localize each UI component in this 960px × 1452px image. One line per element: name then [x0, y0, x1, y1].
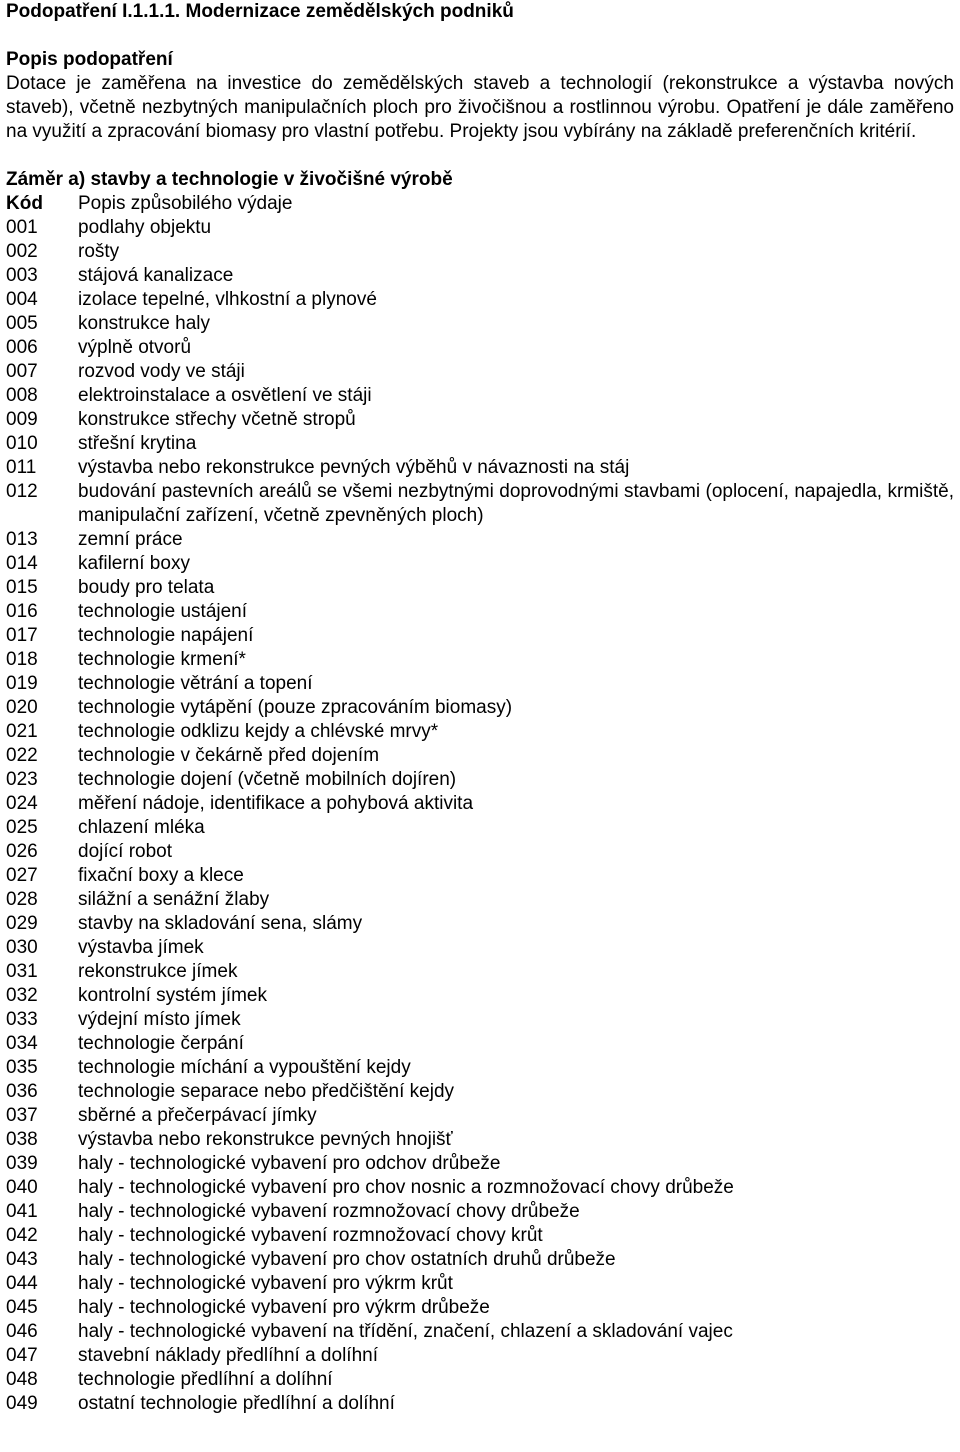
row-description: haly - technologické vybavení pro odchov drůbeže — [78, 1153, 501, 1174]
table-row — [6, 1152, 954, 1176]
row-description: ostatní technologie předlíhní a dolíhní — [78, 1393, 395, 1414]
row-description: technologie odklizu kejdy a chlévské mrvy* — [78, 721, 439, 742]
row-description: konstrukce střechy včetně stropů — [78, 409, 356, 430]
table-row — [6, 864, 954, 888]
table-row — [6, 336, 954, 360]
row-description: výdejní místo jímek — [78, 1009, 241, 1030]
row-code: 012 — [6, 481, 38, 502]
table-row — [6, 720, 954, 744]
row-code: 002 — [6, 241, 38, 262]
row-description: konstrukce haly — [78, 313, 211, 334]
row-description: rozvod vody ve stáji — [78, 361, 245, 382]
row-code: 024 — [6, 793, 38, 814]
row-description: kontrolní systém jímek — [78, 985, 267, 1006]
row-description: haly - technologické vybavení pro výkrm drůbeže — [78, 1297, 490, 1318]
row-description: sběrné a přečerpávací jímky — [78, 1105, 317, 1126]
table-row — [6, 1296, 954, 1320]
row-description: technologie míchání a vypouštění kejdy — [78, 1057, 411, 1078]
row-code: 040 — [6, 1177, 38, 1198]
table-row — [6, 1080, 954, 1104]
table-row — [6, 744, 954, 768]
row-code: 042 — [6, 1225, 38, 1246]
table-row — [6, 960, 954, 984]
row-description: haly - technologické vybavení pro chov ostatních druhů drůbeže — [78, 1249, 616, 1270]
table-row — [6, 1200, 954, 1224]
row-code: 001 — [6, 217, 38, 238]
row-code: 031 — [6, 961, 38, 982]
row-description: haly - technologické vybavení pro chov nosnic a rozmnožovací chovy drůbeže — [78, 1177, 734, 1198]
row-description: výstavba nebo rekonstrukce pevných hnojišť — [78, 1129, 453, 1150]
row-description: technologie krmení* — [78, 649, 246, 670]
table-row — [6, 384, 954, 408]
row-description: haly - technologické vybavení rozmnožovací chovy krůt — [78, 1225, 543, 1246]
table-title: Záměr a) stavby a technologie v živočišné výrobě — [6, 169, 453, 190]
row-code: 044 — [6, 1273, 38, 1294]
table-row — [6, 936, 954, 960]
row-code: 043 — [6, 1249, 38, 1270]
row-description: elektroinstalace a osvětlení ve stáji — [78, 385, 372, 406]
document-title: Podopatření I.1.1.1. Modernizace zemědělských podniků — [6, 1, 514, 22]
table-row — [6, 480, 954, 528]
table-row — [6, 432, 954, 456]
row-description: stavební náklady předlíhní a dolíhní — [78, 1345, 378, 1366]
row-description: dojící robot — [78, 841, 172, 862]
table-row — [6, 1176, 954, 1200]
table-row — [6, 1224, 954, 1248]
row-description: haly - technologické vybavení pro výkrm krůt — [78, 1273, 453, 1294]
table-row — [6, 648, 954, 672]
table-row — [6, 1056, 954, 1080]
row-description: haly - technologické vybavení rozmnožovací chovy drůbeže — [78, 1201, 580, 1222]
row-description: fixační boxy a klece — [78, 865, 244, 886]
row-description: výstavba jímek — [78, 937, 204, 958]
table-row — [6, 408, 954, 432]
table-header — [6, 192, 954, 216]
table-row — [6, 576, 954, 600]
row-code: 023 — [6, 769, 38, 790]
row-code: 041 — [6, 1201, 38, 1222]
table-row — [6, 984, 954, 1008]
table-row — [6, 1392, 954, 1416]
table-row — [6, 312, 954, 336]
row-description: technologie v čekárně před dojením — [78, 745, 380, 766]
row-code: 048 — [6, 1369, 38, 1390]
row-code: 029 — [6, 913, 38, 934]
table-row — [6, 1248, 954, 1272]
header-description: Popis způsobilého výdaje — [78, 193, 293, 214]
table-row — [6, 216, 954, 240]
row-code: 016 — [6, 601, 38, 622]
table-row — [6, 1104, 954, 1128]
row-code: 003 — [6, 265, 38, 286]
row-description: boudy pro telata — [78, 577, 215, 598]
row-code: 017 — [6, 625, 38, 646]
row-description: měření nádoje, identifikace a pohybová aktivita — [78, 793, 474, 814]
row-code: 021 — [6, 721, 38, 742]
row-description: technologie čerpání — [78, 1033, 244, 1054]
table-row — [6, 264, 954, 288]
table-row — [6, 768, 954, 792]
row-description: budování pastevních areálů se všemi nezbytnými doprovodnými stavbami (oplocení, napajedla, krmiště, manipulační zařízení, včetně zpevněných ploch) — [78, 481, 954, 526]
row-description: silážní a senážní žlaby — [78, 889, 270, 910]
row-description: rekonstrukce jímek — [78, 961, 238, 982]
row-code: 014 — [6, 553, 38, 574]
row-code: 008 — [6, 385, 38, 406]
row-code: 047 — [6, 1345, 38, 1366]
row-code: 025 — [6, 817, 38, 838]
table-row — [6, 696, 954, 720]
table-row — [6, 1008, 954, 1032]
row-description: technologie dojení (včetně mobilních dojíren) — [78, 769, 457, 790]
row-description: technologie separace nebo předčištění kejdy — [78, 1081, 455, 1102]
expense-list — [6, 216, 954, 1416]
table-row — [6, 552, 954, 576]
row-description: technologie napájení — [78, 625, 254, 646]
table-row — [6, 528, 954, 552]
table-row — [6, 792, 954, 816]
row-description: stavby na skladování sena, slámy — [78, 913, 363, 934]
row-description: technologie ustájení — [78, 601, 248, 622]
row-description: stájová kanalizace — [78, 265, 234, 286]
row-description: střešní krytina — [78, 433, 197, 454]
row-description: technologie předlíhní a dolíhní — [78, 1369, 333, 1390]
table-row — [6, 1320, 954, 1344]
row-code: 020 — [6, 697, 38, 718]
row-code: 030 — [6, 937, 38, 958]
row-code: 018 — [6, 649, 38, 670]
table-row — [6, 456, 954, 480]
row-description: izolace tepelné, vlhkostní a plynové — [78, 289, 377, 310]
row-description: technologie větrání a topení — [78, 673, 313, 694]
row-code: 010 — [6, 433, 38, 454]
table-row — [6, 288, 954, 312]
row-code: 035 — [6, 1057, 38, 1078]
row-description: rošty — [78, 241, 120, 262]
row-description: zemní práce — [78, 529, 183, 550]
row-code: 009 — [6, 409, 38, 430]
row-description: kafilerní boxy — [78, 553, 190, 574]
row-code: 033 — [6, 1009, 38, 1030]
table-row — [6, 624, 954, 648]
row-code: 004 — [6, 289, 38, 310]
row-code: 022 — [6, 745, 38, 766]
row-code: 013 — [6, 529, 38, 550]
table-row — [6, 1032, 954, 1056]
row-code: 028 — [6, 889, 38, 910]
row-code: 015 — [6, 577, 38, 598]
row-code: 038 — [6, 1129, 38, 1150]
table-row — [6, 600, 954, 624]
table-row — [6, 240, 954, 264]
row-code: 026 — [6, 841, 38, 862]
table-row — [6, 672, 954, 696]
row-code: 005 — [6, 313, 38, 334]
row-code: 036 — [6, 1081, 38, 1102]
row-code: 032 — [6, 985, 38, 1006]
row-code: 011 — [6, 457, 37, 478]
table-row — [6, 888, 954, 912]
row-code: 046 — [6, 1321, 38, 1342]
row-description: výplně otvorů — [78, 337, 192, 358]
table-row — [6, 1368, 954, 1392]
table-row — [6, 1272, 954, 1296]
row-code: 037 — [6, 1105, 38, 1126]
description-paragraph: Dotace je zaměřena na investice do zemědělských staveb a technologií (rekonstrukce a výstavba nových staveb), včetně nezbytných manipulačních ploch pro živočišnou a rostlinnou výrobu. Opatření je dále zaměřeno na využití a zpracování biomasy pro vlastní potřebu. Projekty jsou vybírány na základě preferenčních kritérií. — [6, 73, 954, 142]
row-description: haly - technologické vybavení na třídění, značení, chlazení a skladování vajec — [78, 1321, 733, 1342]
row-code: 027 — [6, 865, 38, 886]
table-row — [6, 1344, 954, 1368]
row-code: 049 — [6, 1393, 38, 1414]
header-code: Kód — [6, 193, 43, 214]
table-row — [6, 360, 954, 384]
row-code: 019 — [6, 673, 38, 694]
table-row — [6, 840, 954, 864]
row-code: 039 — [6, 1153, 38, 1174]
row-description: podlahy objektu — [78, 217, 212, 238]
table-row — [6, 1128, 954, 1152]
table-row — [6, 816, 954, 840]
row-code: 007 — [6, 361, 38, 382]
row-code: 045 — [6, 1297, 38, 1318]
row-description: výstavba nebo rekonstrukce pevných výběhů v návaznosti na stáj — [78, 457, 630, 478]
table-row — [6, 912, 954, 936]
row-description: technologie vytápění (pouze zpracováním biomasy) — [78, 697, 513, 718]
row-code: 006 — [6, 337, 38, 358]
section-heading: Popis podopatření — [6, 49, 173, 70]
row-description: chlazení mléka — [78, 817, 205, 838]
row-code: 034 — [6, 1033, 38, 1054]
